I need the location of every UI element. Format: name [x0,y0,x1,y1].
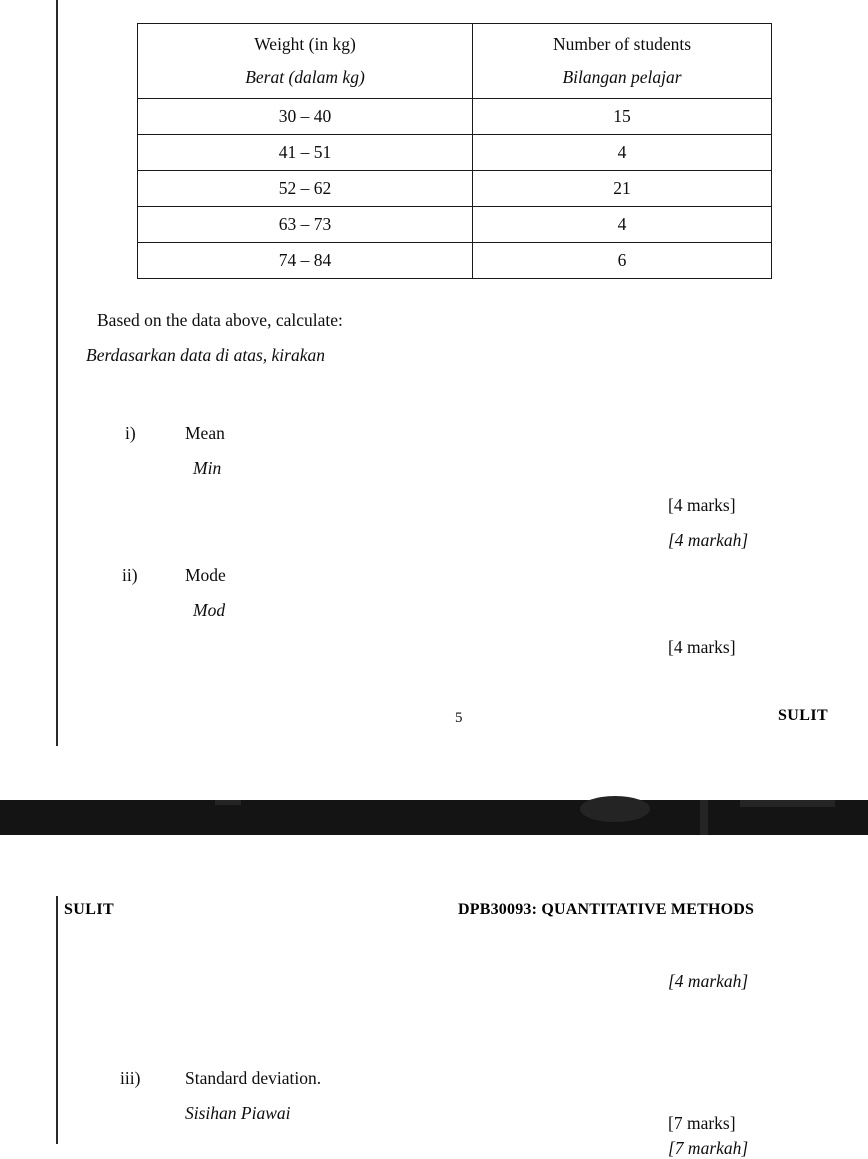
table-row [138,99,772,135]
question-label-iii-my: Sisihan Piawai [185,1103,291,1123]
marks-allocation-i-my: [4 markah] [668,530,749,550]
page-number: 5 [455,710,463,726]
table-header-students-en: Number of students [552,34,692,55]
table-row [138,135,772,171]
question-numeral-i: i) [125,423,136,443]
question-label-i-en: Mean [185,423,225,443]
question-numeral-iii: iii) [120,1068,141,1088]
table-header-students [473,24,772,99]
separator-artifact [700,800,708,835]
table-cell-students: 15 [473,99,772,135]
page-left-margin-rule [56,0,58,746]
marks-allocation-i-en: [4 marks] [668,495,736,515]
marks-allocation-ii-my: [4 markah] [668,971,749,991]
marks-allocation-iii-en: [7 marks] [668,1113,736,1133]
table-header-weight-en: Weight (in kg) [254,34,356,55]
question-label-i-my: Min [193,458,222,478]
separator-artifact [740,800,835,807]
footer-classification-label: SULIT [778,707,829,724]
page-fragment-bottom [0,835,868,1158]
table-header-weight-my: Berat (dalam kg) [245,66,365,87]
table-cell-weight: 41 – 51 [138,135,473,171]
table-cell-weight: 63 – 73 [138,207,473,243]
table-cell-students: 21 [473,171,772,207]
table-cell-students: 4 [473,135,772,171]
table-cell-weight: 52 – 62 [138,171,473,207]
page-left-margin-rule [56,896,58,1144]
table-row [138,171,772,207]
separator-artifact [580,796,650,822]
table-cell-weight: 30 – 40 [138,99,473,135]
page-separator-band [0,800,868,835]
header-course-title: DPB30093: QUANTITATIVE METHODS [458,901,755,918]
table-header-weight [138,24,473,99]
table-row [138,243,772,279]
question-numeral-ii: ii) [122,565,138,585]
table-row [138,207,772,243]
instruction-text-en: Based on the data above, calculate: [97,310,343,330]
instruction-text-my: Berdasarkan data di atas, kirakan [86,345,325,365]
separator-artifact [215,800,241,805]
marks-allocation-iii-my: [7 markah] [668,1138,749,1158]
question-label-iii-en: Standard deviation. [185,1068,322,1088]
marks-allocation-ii-en: [4 marks] [668,637,736,657]
table-cell-weight: 74 – 84 [138,243,473,279]
table-header-row [138,24,772,99]
table-cell-students: 6 [473,243,772,279]
frequency-distribution-table [137,23,772,279]
table-header-students-my: Bilangan pelajar [562,66,682,87]
question-label-ii-en: Mode [185,565,226,585]
table-cell-students: 4 [473,207,772,243]
header-classification-label: SULIT [64,901,115,918]
question-label-ii-my: Mod [193,600,226,620]
